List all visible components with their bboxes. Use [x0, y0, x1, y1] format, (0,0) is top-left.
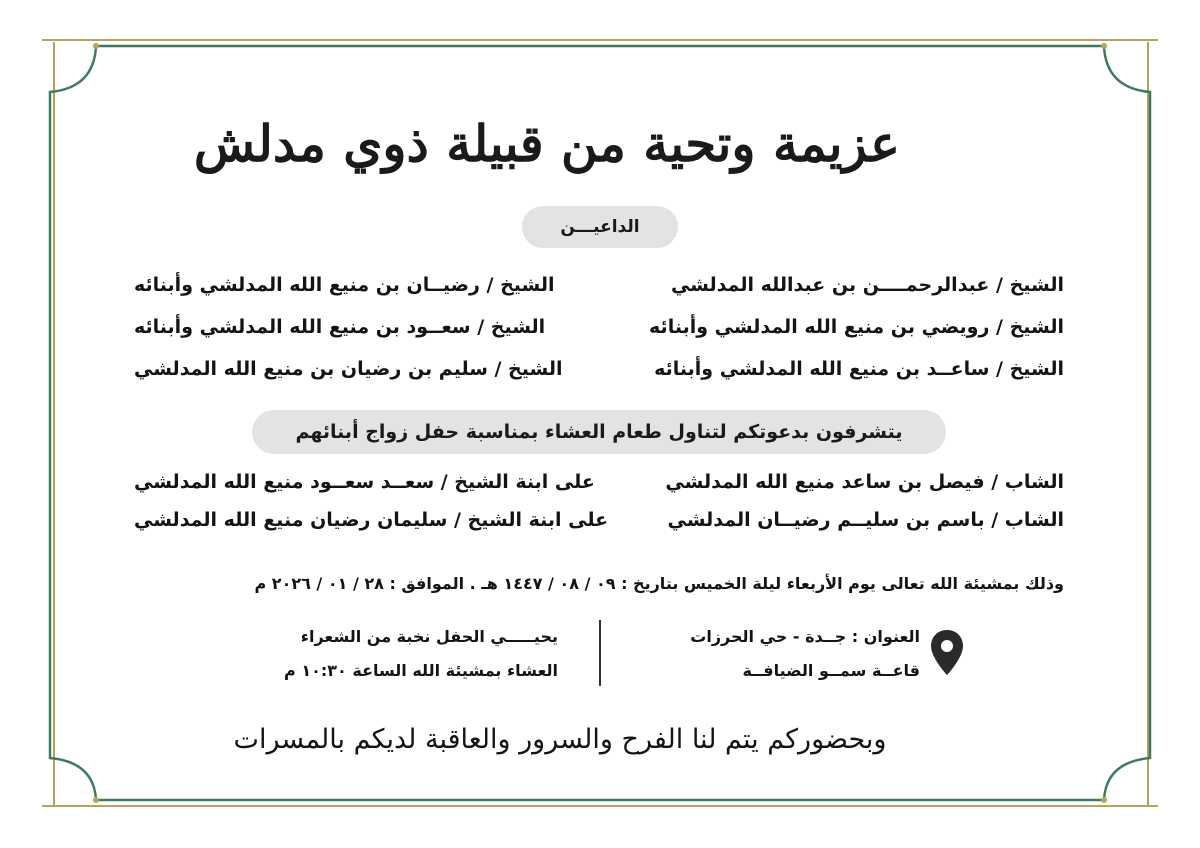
host-name: الشيخ / رويضي بن منيع الله المدلشي وأبنائه	[649, 316, 1064, 338]
vertical-divider	[599, 620, 601, 686]
corner-ornament	[1101, 43, 1107, 49]
host-name: الشيخ / رضيــان بن منيع الله المدلشي وأبنائه	[134, 274, 555, 296]
host-name: الشيخ / سعــود بن منيع الله المدلشي وأبنائه	[134, 316, 546, 338]
hosts-label: الداعيـــن	[522, 206, 678, 248]
groom-row	[134, 462, 1064, 502]
closing-line: وبحضوركم يتم لنا الفرح والسرور والعاقبة لديكم بالمسرات	[233, 724, 887, 755]
host-name: الشيخ / ساعــد بن منيع الله المدلشي وأبنائه	[654, 358, 1064, 380]
hosts-left-column	[134, 264, 574, 390]
bride-name: على ابنة الشيخ / سعــد سعــود منيع الله المدلشي	[134, 471, 595, 493]
groom-name: الشاب / فيصل بن ساعد منيع الله المدلشي	[665, 471, 1064, 493]
corner-ornament	[1101, 797, 1107, 803]
groom-row	[134, 500, 1064, 540]
invitation-line: يتشرفون بدعوتكم لتناول طعام العشاء بمناسبة حفل زواج أبنائهم	[252, 410, 946, 454]
date-line: وذلك بمشيئة الله تعالى يوم الأربعاء ليلة الخميس بتاريخ : ٠٩ / ٠٨ / ١٤٤٧ هـ . الموافق : ٢٨ / ٠١ / ٢٠٢٦ م	[254, 574, 1064, 593]
groom-name: الشاب / باسم بن سليــم رضيــان المدلشي	[667, 509, 1064, 531]
program-block	[232, 620, 558, 688]
corner-ornament	[93, 797, 99, 803]
hosts-right-column	[624, 264, 1064, 390]
venue-name: قاعــة سمــو الضيافــة	[742, 661, 920, 680]
program-line: يحيـــــي الحفل نخبة من الشعراء	[300, 627, 558, 646]
bride-name: على ابنة الشيخ / سليمان رضيان منيع الله المدلشي	[134, 509, 609, 531]
host-name: الشيخ / سليم بن رضيان بن منيع الله المدلشي	[134, 358, 563, 380]
location-pin-icon	[928, 628, 966, 678]
address-block	[600, 620, 920, 688]
calligraphy-title: عزيمة وتحية من قبيلة ذوي مدلش	[193, 114, 900, 173]
corner-ornament	[93, 43, 99, 49]
program-line: العشاء بمشيئة الله الساعة ١٠:٣٠ م	[284, 661, 558, 680]
address-line: العنوان : جــدة - حي الحرزات	[690, 627, 920, 646]
host-name: الشيخ / عبدالرحمــــن بن عبدالله المدلشي	[670, 274, 1064, 296]
